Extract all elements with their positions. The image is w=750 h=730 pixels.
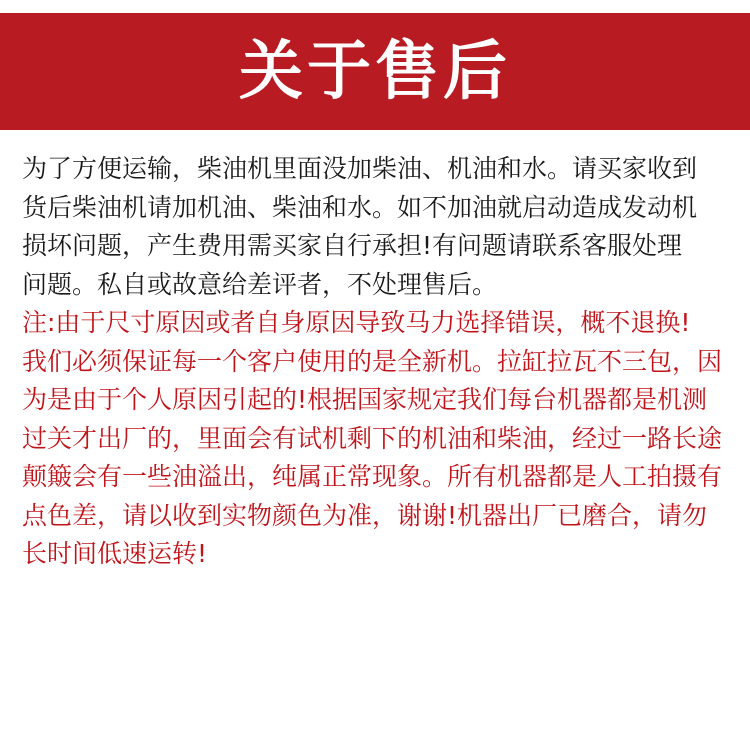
notice-line: 问题。私自或故意给差评者，不处理售后。 — [22, 269, 498, 299]
warning-notice-paragraph — [22, 304, 732, 574]
warning-line: 注:由于尺寸原因或者自身原因导致马力选择错误，概不退换! — [22, 308, 691, 337]
notice-line: 损坏问题，产生费用需买家自行承担!有问题请联系客服处理 — [22, 231, 683, 260]
notice-line: 货后柴油机请加机油、柴油和水。如不加油就启动造成发动机 — [22, 192, 698, 222]
page-title: 关于售后 — [239, 34, 511, 109]
warning-line: 为是由于个人原因引起的!根据国家规定我们每台机器都是机测 — [22, 385, 708, 414]
warning-line: 长时间低速运转! — [22, 539, 208, 568]
shipping-notice-paragraph — [22, 150, 732, 304]
notice-line: 为了方便运输，柴油机里面没加柴油、机油和水。请买家收到 — [22, 154, 698, 183]
warning-line: 颠簸会有一些油溢出，纯属正常现象。所有机器都是人工拍摄有 — [22, 462, 723, 491]
header-banner — [0, 13, 750, 130]
warning-line: 我们必须保证每一个客户使用的是全新机。拉缸拉瓦不三包，因 — [22, 346, 723, 376]
warning-line: 过关才出厂的，里面会有试机剩下的机油和柴油，经过一路长途 — [22, 423, 723, 453]
warning-line: 点色差，请以收到实物颜色为准，谢谢!机器出厂已磨合，请勿 — [22, 500, 708, 530]
after-sales-content — [22, 150, 732, 574]
